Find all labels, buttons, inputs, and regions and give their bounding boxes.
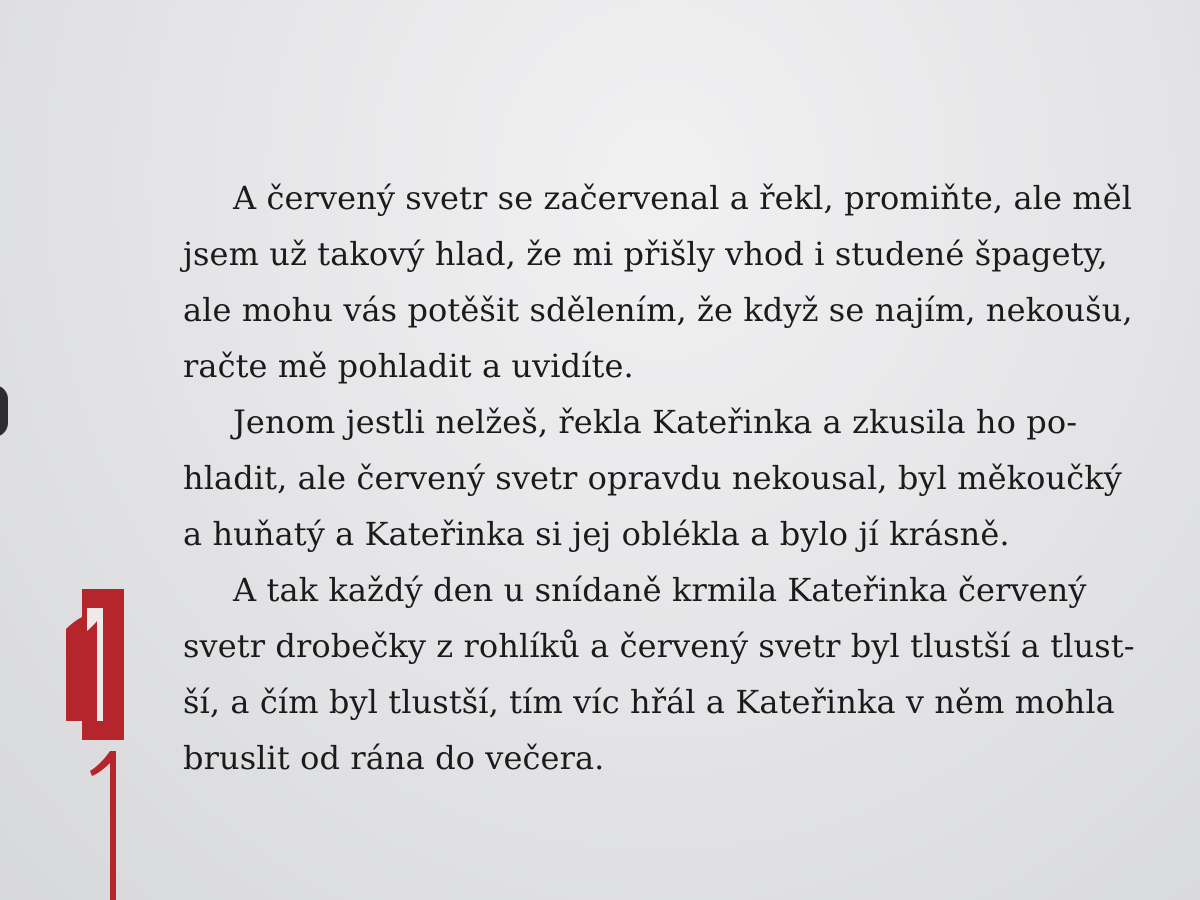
paragraph-1 <box>183 170 1133 394</box>
paragraph-2-line-1: Jenom jestli nelžeš, řekla Kateřinka a zkusila ho po- <box>233 403 1078 441</box>
page-number-digit-outline <box>88 751 126 900</box>
paragraph-3-line-3: ší, a čím byl tlustší, tím víc hřál a Kateřinka v něm mohla <box>183 683 1115 721</box>
paragraph-1-line-3: ale mohu vás potěšit sdělením, že když se najím, nekoušu, <box>183 291 1133 329</box>
paragraph-2-line-2: hladit, ale červený svetr opravdu nekousal, byl měkoučký <box>183 459 1122 497</box>
paragraph-3-line-4: bruslit od rána do večera. <box>183 739 605 777</box>
page-edge-shadow <box>0 385 8 437</box>
paragraph-2-line-3: a huňatý a Kateřinka si jej oblékla a bylo jí krásně. <box>183 515 1010 553</box>
page-number-outline-glyph <box>90 751 116 900</box>
paragraph-3 <box>183 562 1135 786</box>
paragraph-2 <box>183 394 1122 562</box>
paragraph-3-line-2: svetr drobečky z rohlíků a červený svetr byl tlustší a tlust- <box>183 627 1135 665</box>
page-number-digit-solid <box>66 589 128 740</box>
story-text <box>183 170 1135 786</box>
page-number <box>66 589 141 900</box>
paragraph-1-line-4: račte mě pohladit a uvidíte. <box>183 347 634 385</box>
paragraph-1-line-1: A červený svetr se začervenal a řekl, promiňte, ale měl <box>233 179 1133 217</box>
paragraph-1-line-2: jsem už takový hlad, že mi přišly vhod i studené špagety, <box>183 235 1108 273</box>
paragraph-3-line-1: A tak každý den u snídaně krmila Kateřinka červený <box>233 571 1087 609</box>
